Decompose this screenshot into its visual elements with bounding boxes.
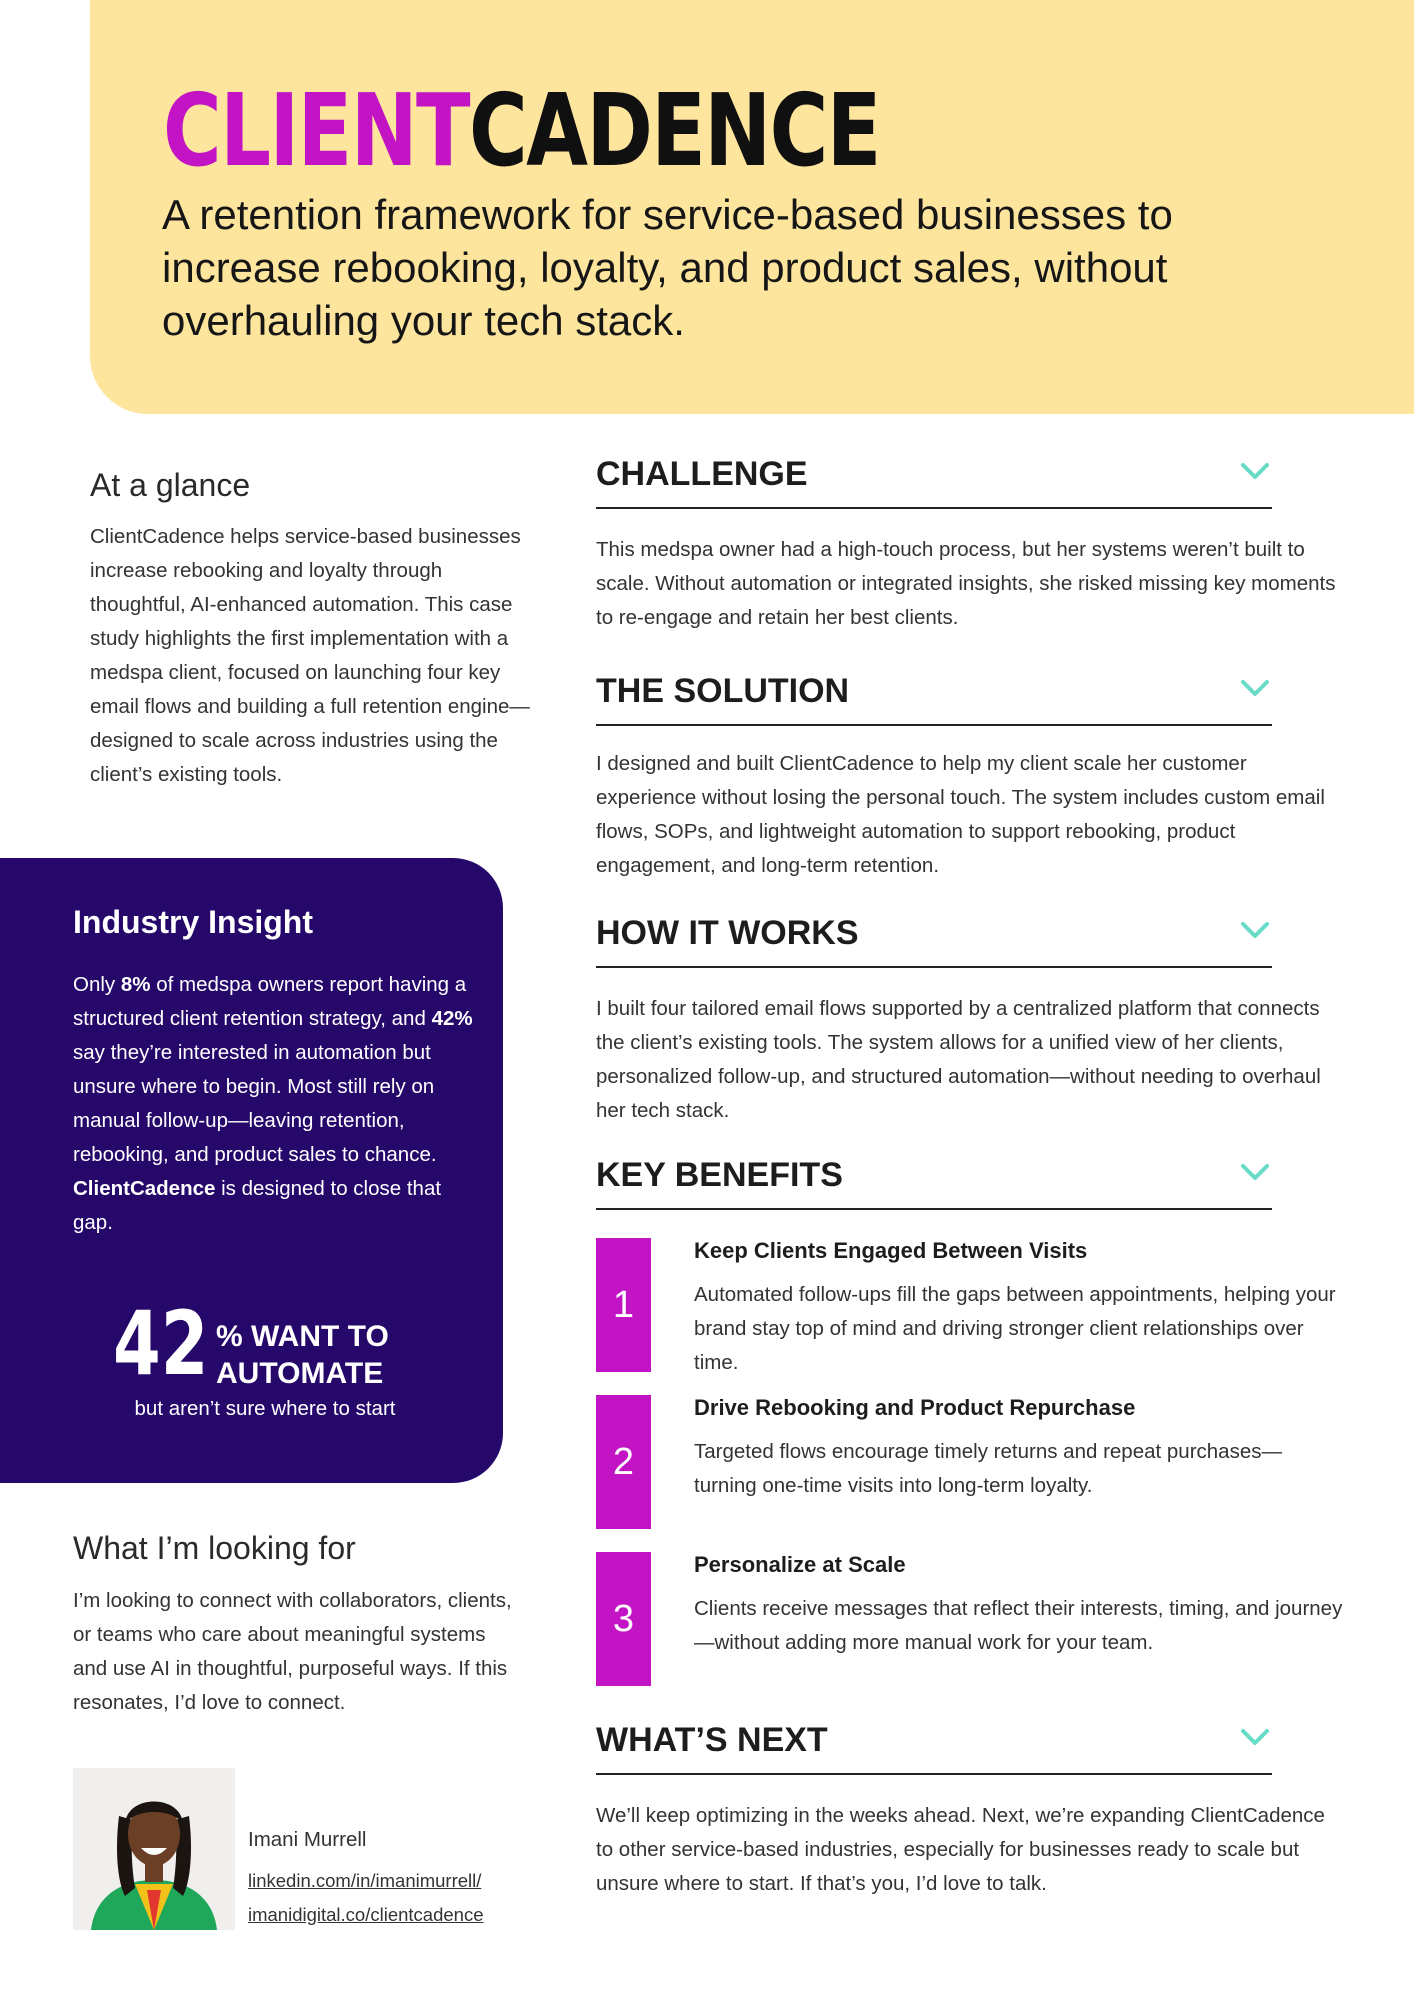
benefit-text: Targeted flows encourage timely returns and repeat purchases—turning one-time visits into long-term loyalty. <box>694 1440 1282 1497</box>
stat-subtext: but aren’t sure where to start <box>134 1397 396 1420</box>
section-header-key-benefits[interactable] <box>596 1150 1272 1210</box>
benefit-title: Personalize at Scale <box>694 1552 906 1577</box>
insight-text-part: is designed to close that gap. <box>73 1177 442 1234</box>
section-title: WHAT’S NEXT <box>596 1721 828 1759</box>
benefit-title: Drive Rebooking and Product Repurchase <box>694 1395 1136 1420</box>
benefit-number-badge: 2 <box>596 1395 651 1529</box>
at-a-glance-heading: At a glance <box>90 467 251 503</box>
insight-stat-8: 8% <box>120 973 151 996</box>
brand-logo <box>163 72 880 189</box>
tagline: A retention framework for service-based businesses to increase rebooking, loyalty, and product sales, without overhauling your tech stack. <box>162 191 1173 344</box>
benefit-number-badge: 3 <box>596 1552 651 1686</box>
chevron-down-icon[interactable] <box>1238 1721 1272 1751</box>
looking-for-text: I’m looking to connect with collaborators, clients, or teams who care about meaningful systems and use AI in thoughtful, purposeful ways. If this resonates, I’d love to connect. <box>73 1589 512 1714</box>
looking-for-heading: What I’m looking for <box>73 1530 356 1566</box>
benefit-title: Keep Clients Engaged Between Visits <box>694 1238 1088 1263</box>
insight-brand: ClientCadence <box>73 1177 216 1200</box>
insight-text <box>73 968 473 1240</box>
chevron-down-icon[interactable] <box>1238 1156 1272 1186</box>
author-name: Imani Murrell <box>248 1828 367 1851</box>
benefit-text: Clients receive messages that reflect their interests, timing, and journey—without adding more manual work for your team. <box>694 1597 1343 1654</box>
chevron-down-icon[interactable] <box>1238 455 1272 485</box>
stat-number: 42 <box>113 1292 209 1395</box>
benefit-text: Automated follow-ups fill the gaps between appointments, helping your brand stay top of mind and driving stronger client relationships over time. <box>694 1283 1336 1374</box>
stat-label <box>216 1318 389 1392</box>
whats-next-text: We’ll keep optimizing in the weeks ahead. Next, we’re expanding ClientCadence to other service-based industries, especially for businesses ready to scale but unsure where to start. If that’s you, I’d love to talk. <box>596 1804 1325 1895</box>
solution-text: I designed and built ClientCadence to help my client scale her customer experience without losing the personal touch. The system includes custom email flows, SOPs, and lightweight automation to support rebooking, product engagement, and long-term retention. <box>596 752 1325 877</box>
insight-heading: Industry Insight <box>73 904 313 940</box>
section-title: HOW IT WORKS <box>596 914 859 952</box>
stat-label-line1: % WANT TO <box>216 1320 389 1353</box>
author-portrait-illustration <box>73 1768 235 1930</box>
brand-part-client: CLIENT <box>163 72 470 189</box>
section-title: THE SOLUTION <box>596 672 850 710</box>
section-title: CHALLENGE <box>596 455 808 493</box>
industry-insight-card <box>0 858 503 1483</box>
chevron-down-icon[interactable] <box>1238 914 1272 944</box>
insight-text-part: of medspa owners report having a structured client retention strategy, and <box>73 973 467 1030</box>
section-header-solution[interactable] <box>596 666 1272 726</box>
benefit-number-badge: 1 <box>596 1238 651 1372</box>
stat-label-line2: AUTOMATE <box>216 1357 384 1390</box>
how-it-works-text: I built four tailored email flows supported by a centralized platform that connects the client’s existing tools. The system allows for a unified view of her clients, personalized follow-up, and structured automation—without needing to overhaul her tech stack. <box>596 997 1321 1122</box>
at-a-glance-text: ClientCadence helps service-based businesses increase rebooking and loyalty through thoughtful, AI-enhanced automation. This case study highlights the first implementation with a medspa client, focused on launching four key email flows and building a full retention engine—designed to scale across industries using the client’s existing tools. <box>90 525 530 786</box>
brand-part-cadence: CADENCE <box>469 72 880 189</box>
section-header-how-it-works[interactable] <box>596 908 1272 968</box>
challenge-text: This medspa owner had a high-touch process, but her systems weren’t built to scale. Without automation or integrated insights, she risked missing key moments to re-engage and retain her best clients. <box>596 538 1336 629</box>
insight-text-part: say they’re interested in automation but unsure where to begin. Most still rely on manual follow-up—leaving retention, rebooking, and product sales to chance. <box>73 1041 437 1166</box>
insight-stat-42: 42% <box>431 1007 473 1030</box>
section-header-whats-next[interactable] <box>596 1715 1272 1775</box>
section-title: KEY BENEFITS <box>596 1156 843 1194</box>
author-photo <box>73 1768 235 1930</box>
chevron-down-icon[interactable] <box>1238 672 1272 702</box>
insight-text-part: Only <box>73 973 121 996</box>
linkedin-link[interactable]: linkedin.com/in/imanimurrell/ <box>248 1870 482 1891</box>
website-link[interactable]: imanidigital.co/clientcadence <box>248 1904 484 1925</box>
section-header-challenge[interactable] <box>596 449 1272 509</box>
